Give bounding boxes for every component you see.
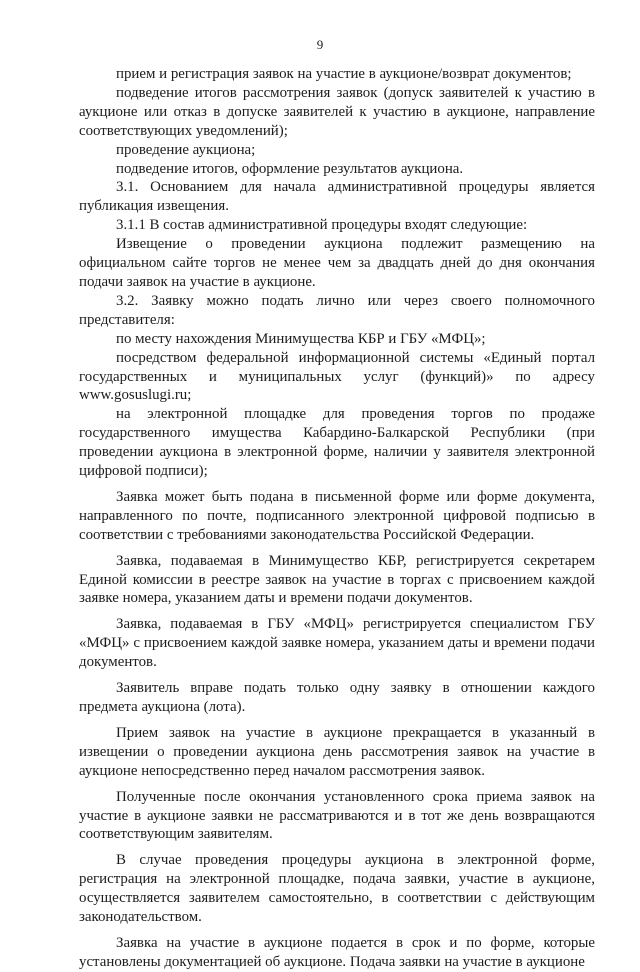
paragraph-auction-results: подведение итогов, оформление результатов аукциона. — [116, 160, 464, 177]
paragraph-electronic-platform-option: на электронной площадке для проведения торгов по продаже государственного имущества Кабардино-Балкарской Республики (при проведении аукциона в электронной форме, наличии у заявителя электронной цифровой подписи); — [79, 406, 595, 480]
paragraph-application-form: Заявка может быть подана в письменной форме или форме документа, направленного по почте, подписанного электронной цифровой подписью в соответствии с требованиями законодательства Российской Федерации. — [79, 488, 595, 543]
paragraph-summing-up-review: подведение итогов рассмотрения заявок (допуск заявителей к участию в аукционе или отказ в допуске заявителей к участию в аукционе, направление соответствующих уведомлений); — [79, 84, 595, 139]
paragraph-3-1-1: 3.1.1 В состав административной процедуры входят следующие: — [116, 217, 528, 234]
document-body — [79, 65, 595, 972]
paragraph-location-option: по месту нахождения Минимущества КБР и ГБУ «МФЦ»; — [116, 330, 486, 347]
paragraph-conducting-auction: проведение аукциона; — [116, 141, 256, 158]
paragraph-one-application: Заявитель вправе подать только одну заявку в отношении каждого предмета аукциона (лота). — [79, 680, 595, 715]
page-number: 9 — [316, 37, 324, 52]
paragraph-notice-publication: Извещение о проведении аукциона подлежит размещению на официальном сайте торгов не менее чем за двадцать дней до дня окончания подачи заявок на участие в аукционе. — [79, 236, 595, 290]
paragraph-3-2: 3.2. Заявку можно подать лично или через своего полномочного представителя: — [79, 292, 595, 328]
paragraph-late-applications: Полученные после окончания установленного срока приема заявок на участие в аукционе заявки не рассматриваются и в тот же день возвращаются соответствующим заявителям. — [79, 788, 595, 843]
paragraph-submission-deadline: Заявка на участие в аукционе подается в срок и по форме, которые установлены документацией об аукционе. Подача заявки на участие в аукционе — [79, 934, 595, 970]
paragraph-electronic-auction: В случае проведения процедуры аукциона в электронной форме, регистрация на электронной площадке, подача заявки, участие в аукционе, осуществляется заявителем самостоятельно, в соответствии с действующим законодательством. — [79, 852, 595, 926]
paragraph-acceptance-ends: Прием заявок на участие в аукционе прекращается в указанный в извещении о проведении аукциона день рассмотрения заявок на участие в аукционе непосредственно перед началом рассмотрения заявок. — [79, 724, 595, 779]
paragraph-3-1: 3.1. Основанием для начала административной процедуры является публикация извещения. — [79, 179, 595, 215]
paragraph-portal-option: посредством федеральной информационной системы «Единый портал государственных и муниципальных услуг (функций)» по адресу www.gosuslugi.ru; — [79, 349, 595, 404]
paragraph-ministry-registration: Заявка, подаваемая в Минимущество КБР, регистрируется секретарем Единой комиссии в реестре заявок на участие в торгах с присвоением каждой заявке номера, указанием даты и времени подачи документов. — [79, 552, 595, 607]
paragraph-mfc-registration: Заявка, подаваемая в ГБУ «МФЦ» регистрируется специалистом ГБУ «МФЦ» с присвоением каждой заявке номера, указанием даты и времени подачи документов. — [79, 616, 595, 671]
paragraph-receipt-registration: прием и регистрация заявок на участие в аукционе/возврат документов; — [116, 66, 572, 82]
